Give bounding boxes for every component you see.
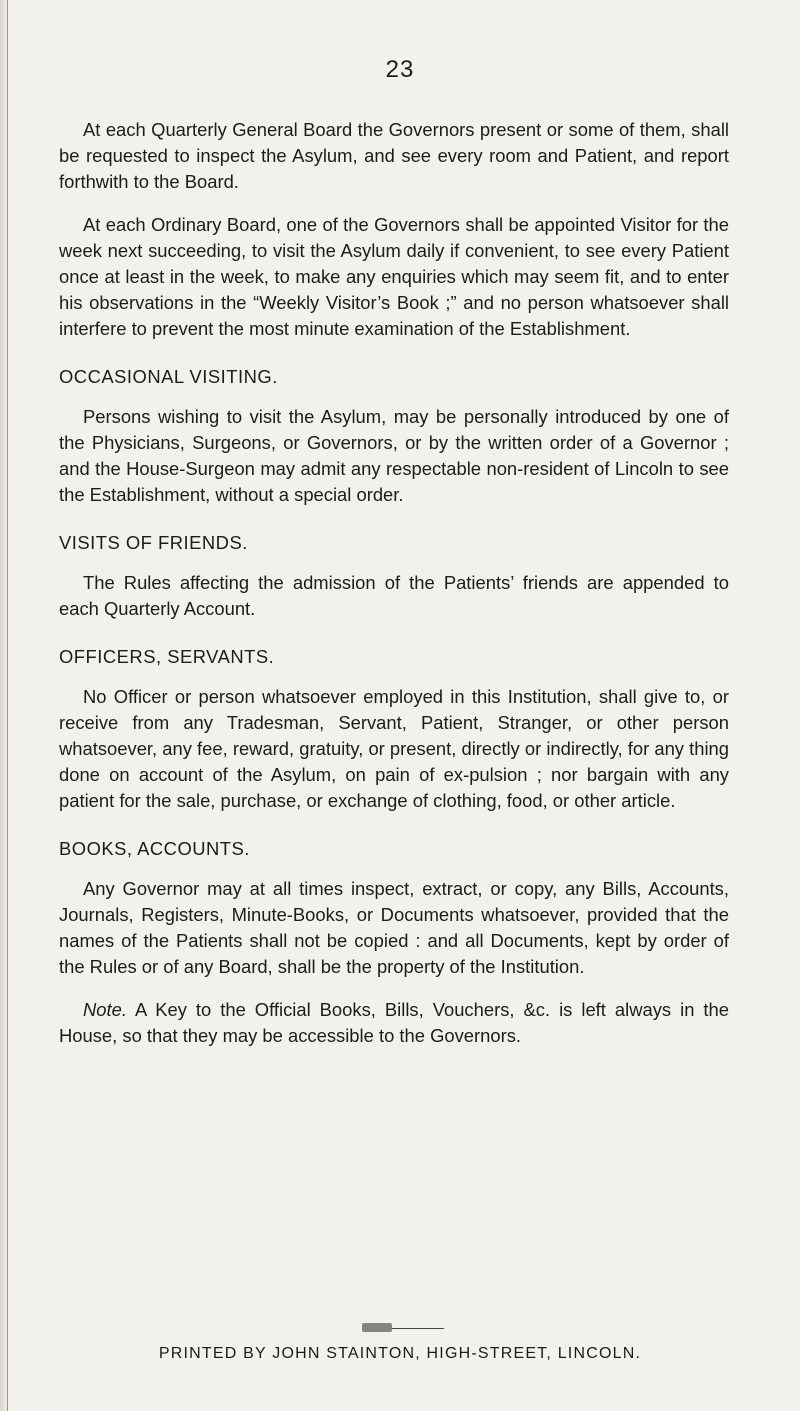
binding-edge-line	[7, 0, 8, 1411]
heading-visits-of-friends: VISITS OF FRIENDS.	[59, 532, 248, 553]
page-number: 23	[385, 56, 415, 83]
heading-officers-servants: OFFICERS, SERVANTS.	[59, 646, 275, 667]
printer-imprint: PRINTED BY JOHN STAINTON, HIGH-STREET, LINCOLN.	[158, 1345, 642, 1362]
paragraph-note	[59, 997, 729, 1049]
printer-ornament-rule	[362, 1323, 444, 1333]
ornament-line	[392, 1328, 444, 1329]
page-edge-shadow	[0, 0, 10, 1411]
paragraph-books-accounts: Any Governor may at all times inspect, extract, or copy, any Bills, Accounts, Journals, Registers, Minute-Books, or Documents whatsoever, provided that the names of the Patients shall not be copied : and all Documents, kept by order of the Rules or of any Board, shall be the property of the Institution.	[59, 878, 729, 977]
paragraph-ordinary-board: At each Ordinary Board, one of the Governors shall be appointed Visitor for the week next succeeding, to visit the Asylum daily if convenient, to see every Patient once at least in the week, to make any enquiries which may seem fit, and to enter his observations in the “Weekly Visitor’s Book ;” and no person whatsoever shall interfere to prevent the most minute examination of the Establishment.	[59, 214, 729, 339]
note-text: A Key to the Official Books, Bills, Vouchers, &c. is left always in the House, so that they may be accessible to the Governors.	[59, 999, 729, 1046]
paragraph-quarterly-board: At each Quarterly General Board the Governors present or some of them, shall be requested to inspect the Asylum, and see every room and Patient, and report forthwith to the Board.	[59, 119, 729, 192]
ornament-mark	[362, 1323, 392, 1332]
heading-books-accounts: BOOKS, ACCOUNTS.	[59, 838, 250, 859]
page-body	[59, 117, 729, 1049]
heading-occasional-visiting: OCCASIONAL VISITING.	[59, 366, 278, 387]
note-label: Note.	[83, 999, 127, 1020]
paragraph-visits-of-friends: The Rules affecting the admission of the Patients’ friends are appended to each Quarterly Account.	[59, 572, 729, 619]
paragraph-occasional-visiting: Persons wishing to visit the Asylum, may be personally introduced by one of the Physicians, Surgeons, or Governors, or by the written order of a Governor ; and the House-Surgeon may admit any respectable non-resident of Lincoln to see the Establishment, without a special order.	[59, 406, 729, 505]
paragraph-officers-servants: No Officer or person whatsoever employed in this Institution, shall give to, or receive from any Tradesman, Servant, Patient, Stranger, or other person whatsoever, any fee, reward, gratuity, or present, directly or indirectly, for any thing done on account of the Asylum, on pain of ex-pulsion ; nor bargain with any patient for the sale, purchase, or exchange of clothing, food, or other article.	[59, 686, 729, 811]
